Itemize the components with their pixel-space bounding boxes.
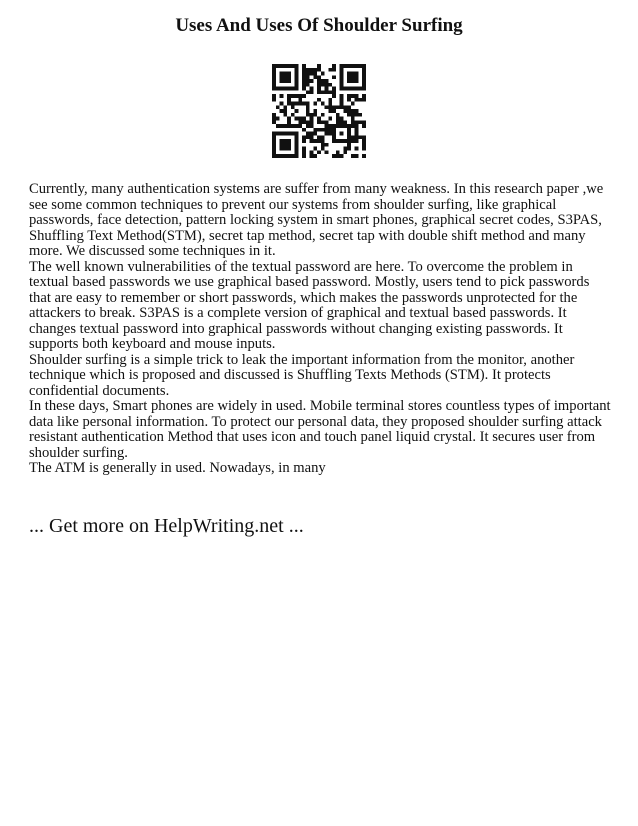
article-body [29,182,613,477]
paragraph-4: In these days, Smart phones are widely in used. Mobile terminal stores countless types of important data like personal information. To protect our personal data, they proposed shoulder surfing attack resistant authentication Method that uses icon and touch panel liquid crystal. It secures user from shoulder surfing. [29,398,611,461]
paragraph-5: The ATM is generally in used. Nowadays, in many [29,460,326,476]
paragraph-3: Shoulder surfing is a simple trick to leak the important information from the monitor, another technique which is proposed and discussed is Shuffling Texts Methods (STM). It protects confidential documents. [29,351,575,399]
paragraph-2: The well known vulnerabilities of the textual password are here. To overcome the problem in textual based passwords we use graphical based password. Mostly, users tend to pick passwords that are easy to remember or short passwords, which makes the passwords unprotected for the attackers to break. S3PAS is a complete version of graphical and textual based passwords. It changes textual password into graphical passwords without changing existing passwords. It supports both keyboard and mouse inputs. [29,258,590,352]
qr-code-icon [272,64,366,158]
paragraph-1: Currently, many authentication systems are suffer from many weakness. In this research paper ,we see some common techniques to prevent our systems from shoulder surfing, like graphical passwords, face detection, pattern locking system in smart phones, graphical secret codes, S3PAS, Shuffling Text Method(STM), secret tap method, secret tap with double shift method and many more. We discussed some techniques in it. [29,181,604,259]
page-title: Uses And Uses Of Shoulder Surfing [175,15,463,36]
get-more-link[interactable]: ... Get more on HelpWriting.net ... [29,515,304,537]
